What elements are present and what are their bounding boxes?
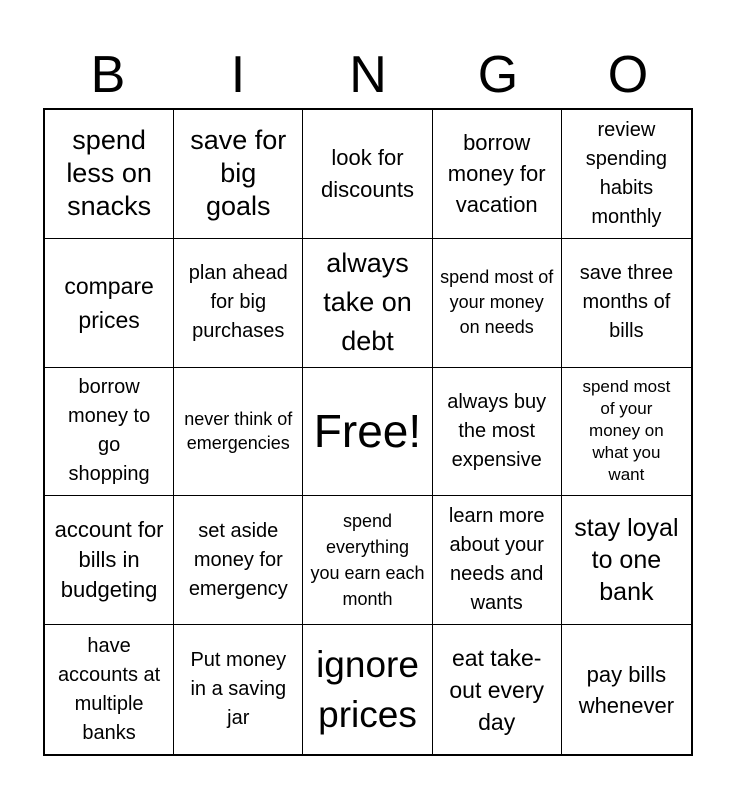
header-letter-b: B: [90, 46, 126, 104]
cell-text: always take on debt: [323, 248, 412, 357]
bingo-cell[interactable]: [45, 368, 174, 497]
bingo-board: [43, 108, 693, 756]
cell-text: ignore prices: [316, 643, 419, 735]
cell-text: learn more about your needs and wants: [448, 505, 545, 615]
cell-text: eat take-out every day: [449, 644, 544, 735]
bingo-cell[interactable]: [45, 239, 174, 368]
cell-text: spend most of your money on what you want: [582, 377, 671, 485]
cell-text: look for discounts: [321, 144, 414, 202]
bingo-cell[interactable]: [433, 239, 562, 368]
bingo-cell[interactable]: [174, 110, 303, 239]
cell-text: compare prices: [64, 272, 154, 333]
bingo-cell[interactable]: [174, 239, 303, 368]
header-letter-i: I: [230, 46, 246, 104]
cell-text: have accounts at multiple banks: [57, 634, 161, 744]
header-letter-n: N: [349, 46, 387, 104]
cell-text: spend everything you earn each month: [310, 511, 425, 610]
bingo-cell[interactable]: [303, 239, 432, 368]
cell-text: save three months of bills: [579, 262, 674, 343]
bingo-cell[interactable]: [303, 496, 432, 625]
cell-text: account for bills in budgeting: [54, 517, 164, 603]
bingo-cell[interactable]: [174, 368, 303, 497]
bingo-cell[interactable]: [433, 110, 562, 239]
bingo-cell[interactable]: [433, 496, 562, 625]
bingo-cell[interactable]: [562, 368, 691, 497]
cell-text: set aside money for emergency: [188, 519, 288, 600]
cell-text: spend less on snacks: [66, 125, 152, 222]
bingo-cell[interactable]: [562, 110, 691, 239]
cell-text: plan ahead for big purchases: [188, 262, 288, 343]
bingo-header: [43, 42, 693, 108]
bingo-cell free-space[interactable]: [303, 368, 432, 497]
cell-text: stay loyal to one bank: [574, 514, 679, 607]
bingo-cell[interactable]: [45, 110, 174, 239]
bingo-cell[interactable]: [45, 625, 174, 754]
cell-text: borrow money to go shopping: [67, 376, 151, 486]
cell-text: always buy the most expensive: [447, 390, 547, 471]
bingo-cell[interactable]: [562, 625, 691, 754]
cell-text: save for big goals: [190, 125, 287, 222]
header-letter-o: O: [607, 46, 649, 104]
bingo-cell[interactable]: [562, 239, 691, 368]
bingo-cell[interactable]: [303, 625, 432, 754]
cell-text: review spending habits monthly: [585, 118, 667, 228]
cell-text: borrow money for vacation: [447, 130, 546, 218]
bingo-cell[interactable]: [45, 496, 174, 625]
cell-text: pay bills whenever: [578, 661, 675, 718]
bingo-cell[interactable]: [303, 110, 432, 239]
bingo-cell[interactable]: [174, 496, 303, 625]
bingo-cell[interactable]: [433, 368, 562, 497]
bingo-cell[interactable]: [433, 625, 562, 754]
cell-text: Put money in a saving jar: [190, 649, 287, 730]
header-letter-g: G: [477, 46, 519, 104]
cell-text: never think of emergencies: [184, 409, 293, 454]
free-space-text: Free!: [313, 405, 422, 458]
cell-text: spend most of your money on needs: [440, 267, 554, 338]
bingo-cell[interactable]: [562, 496, 691, 625]
bingo-cell[interactable]: [174, 625, 303, 754]
